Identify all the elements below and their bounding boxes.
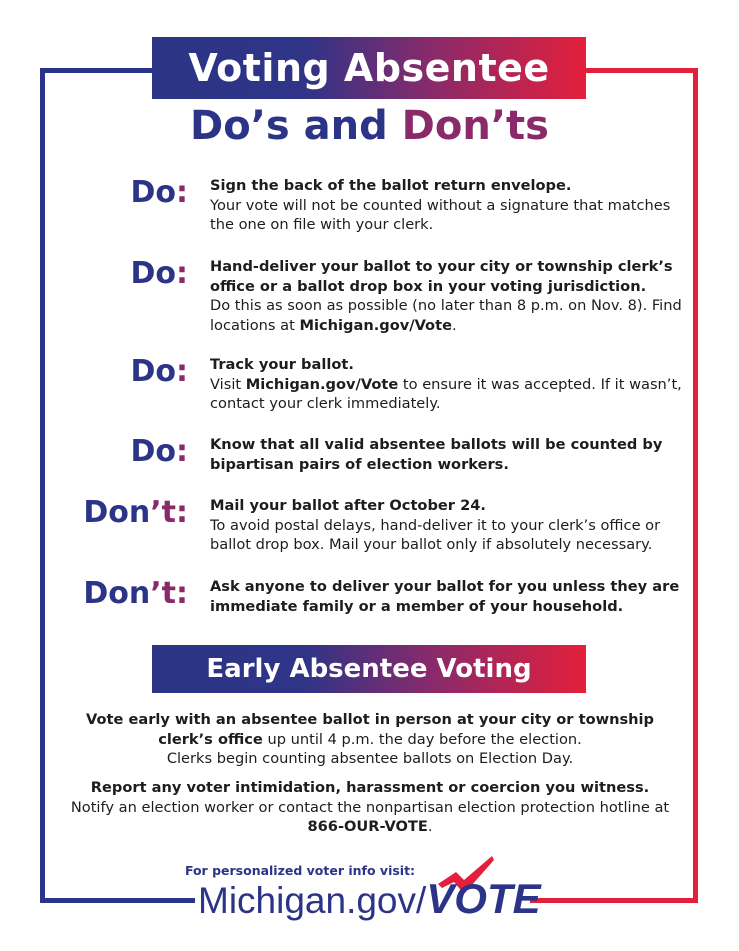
report-text-end: . bbox=[427, 818, 433, 835]
report-paragraph bbox=[70, 778, 670, 837]
early-voting-banner bbox=[152, 645, 586, 693]
item-label: Do: bbox=[130, 434, 188, 469]
item-heading: Know that all valid absentee ballots will be counted by bipartisan pairs of election workers. bbox=[210, 436, 663, 473]
item-text bbox=[210, 355, 685, 414]
michigan-vote-link[interactable]: Michigan.gov/Vote bbox=[245, 375, 399, 393]
page-title: Voting Absentee bbox=[188, 46, 550, 90]
subtitle-dos: Do’s and bbox=[190, 103, 402, 149]
subtitle bbox=[0, 100, 739, 152]
footer-caption: For personalized voter info visit: bbox=[184, 863, 416, 878]
frame-top-left-border bbox=[40, 68, 152, 73]
item-text bbox=[210, 176, 685, 235]
item-text bbox=[210, 496, 685, 555]
footer-vote-logo: VOTE bbox=[426, 875, 541, 922]
report-bold: Report any voter intimidation, harassment or coercion you witness. bbox=[90, 779, 650, 796]
item-label: Don’t: bbox=[83, 495, 188, 530]
michigan-vote-link[interactable]: Michigan.gov/Vote bbox=[299, 316, 452, 334]
early-voting-paragraph bbox=[70, 710, 670, 769]
item-body: Visit bbox=[210, 375, 246, 393]
item-label: Don’t: bbox=[83, 576, 188, 611]
title-banner bbox=[152, 37, 586, 99]
item-body-end: to ensure it was accepted. If it wasn’t, contact your clerk immediately. bbox=[210, 375, 682, 412]
report-text: Notify an election worker or contact the nonpartisan election protection hotline at bbox=[70, 798, 670, 816]
item-heading: Hand-deliver your ballot to your city or township clerk’s office or a ballot drop box in your voting jurisdiction. bbox=[210, 258, 673, 295]
item-body: To avoid postal delays, hand-deliver it to your clerk’s office or ballot drop box. Mail your ballot only if absolutely necessary. bbox=[210, 516, 661, 553]
item-label: Do: bbox=[130, 175, 188, 210]
item-body: Do this as soon as possible (no later than 8 p.m. on Nov. 8). Find locations at bbox=[210, 297, 682, 334]
footer-url[interactable] bbox=[198, 876, 541, 924]
item-heading: Sign the back of the ballot return envelope. bbox=[210, 177, 572, 194]
early-voting-title: Early Absentee Voting bbox=[206, 654, 532, 684]
item-heading: Mail your ballot after October 24. bbox=[210, 497, 486, 514]
item-label: Do: bbox=[130, 354, 188, 389]
item-text bbox=[210, 435, 685, 474]
item-text bbox=[210, 257, 685, 335]
item-label: Do: bbox=[130, 256, 188, 291]
early-voting-line2: Clerks begin counting absentee ballots on Election Day. bbox=[166, 750, 574, 767]
frame-bottom-right-border bbox=[530, 898, 698, 903]
hotline-number: 866-OUR-VOTE bbox=[307, 818, 428, 835]
item-body-end: . bbox=[451, 316, 457, 334]
item-body: Your vote will not be counted without a signature that matches the one on file with your clerk. bbox=[210, 196, 671, 233]
footer-url-text: Michigan.gov/ bbox=[198, 880, 427, 921]
frame-top-right-border bbox=[586, 68, 698, 73]
early-voting-bold: Vote early with an absentee ballot in person at your city or township clerk’s office bbox=[85, 711, 654, 748]
early-voting-text: up until 4 p.m. the day before the election. bbox=[262, 730, 582, 748]
frame-bottom-left-border bbox=[40, 898, 195, 903]
subtitle-donts: Don’ts bbox=[401, 103, 549, 149]
item-text bbox=[210, 577, 685, 616]
frame-right-border bbox=[693, 68, 698, 903]
item-heading: Track your ballot. bbox=[210, 356, 354, 373]
item-heading: Ask anyone to deliver your ballot for you unless they are immediate family or a member of your household. bbox=[210, 578, 680, 615]
